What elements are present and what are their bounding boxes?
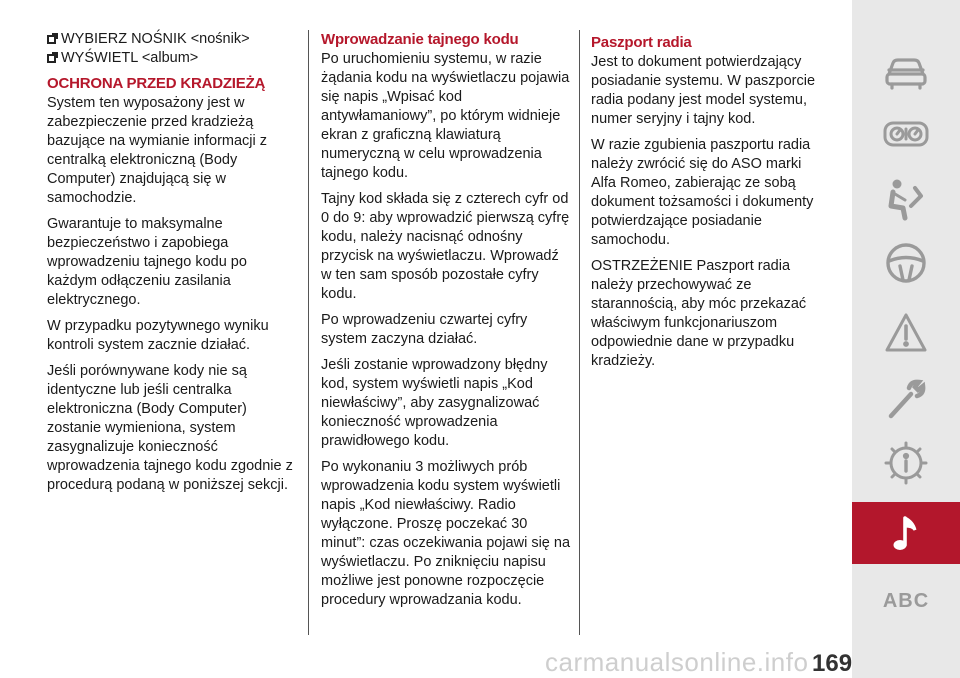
sidebar-item-maintenance[interactable]	[852, 368, 960, 430]
watermark: carmanualsonline.info	[545, 647, 809, 677]
column-1	[47, 30, 297, 502]
page-number: 169	[812, 650, 853, 677]
steering-wheel-icon	[883, 240, 929, 286]
warning-triangle-icon	[883, 310, 929, 356]
index-abc-label: ABC	[882, 589, 930, 612]
paragraph: W razie zgubienia paszportu radia należy zwrócić się do ASO marki Alfa Romeo, zabierając ze sobą dokument tożsamości i dokumenty potwierdzające posiadanie samochodu.	[591, 137, 814, 248]
sidebar-item-multimedia[interactable]	[852, 502, 960, 564]
bullet-item	[47, 49, 297, 68]
sidebar-item-safety[interactable]	[852, 168, 960, 230]
paragraph: Jeśli zostanie wprowadzony błędny kod, system wyświetli napis „Kod niewłaściwy”, aby zasygnalizować konieczność wprowadzenia prawidłowego kodu.	[321, 357, 548, 449]
section-heading: Wprowadzanie tajnego kodu	[321, 31, 519, 48]
bullet-text: WYBIERZ NOŚNIK <nośnik>	[61, 31, 250, 47]
paragraph: Po uruchomieniu systemu, w razie żądania kodu na wyświetlaczu pojawia się napis „Wpisać kod antywłamaniowy”, po którym widnieje ekran z graficzną klawiaturą numeryczną w celu wprowadzenia tajnego kodu.	[321, 51, 570, 181]
paragraph: Po wykonaniu 3 możliwych prób wprowadzenia kodu system wyświetli napis „Kod niewłaściwy. Radio wyłączone. Proszę poczekać 30 minut”: czas oczekiwania pojawi się na wyświetlaczu. Po zniknięciu napisu możliwe jest ponowne rozpoczęcie procedury wprowadzania kodu.	[321, 459, 571, 608]
sidebar-item-dashboard[interactable]	[852, 104, 960, 166]
section-heading: OCHRONA PRZED KRADZIEŻĄ	[47, 75, 266, 92]
sidebar-item-steering[interactable]	[852, 232, 960, 294]
bullet-item	[47, 30, 297, 49]
sidebar-item-index[interactable]	[852, 570, 960, 632]
info-gear-icon	[883, 440, 929, 486]
paragraph: OSTRZEŻENIE Paszport radia należy przechowywać ze starannością, aby móc przekazać właściwym funkcjonariuszom odpowiednie dane w przypadku kradzieży.	[591, 258, 807, 369]
paragraph: System ten wyposażony jest w zabezpieczenie przed kradzieżą bazujące na wymianie informacji z centralką elektroniczną (Body Computer) znajdującą się w samochodzie.	[47, 95, 268, 206]
section-heading: Paszport radia	[591, 34, 692, 51]
sidebar-item-warning[interactable]	[852, 302, 960, 364]
wrench-icon	[883, 376, 929, 422]
car-icon	[883, 48, 929, 94]
column-divider	[579, 30, 580, 635]
bullet-text: WYŚWIETL <album>	[61, 50, 199, 66]
paragraph: Jest to dokument potwierdzający posiadanie systemu. W paszporcie radia podany jest model systemu, numer seryjny i tajny kod.	[591, 54, 816, 127]
chapter-sidebar	[852, 0, 960, 678]
column-divider	[308, 30, 309, 635]
paragraph: Gwarantuje to maksymalne bezpieczeństwo i zapobiega wprowadzeniu tajnego kodu po każdym odłączeniu zasilania elektrycznego.	[47, 216, 247, 308]
sidebar-item-car[interactable]	[852, 40, 960, 102]
column-3	[591, 30, 823, 378]
paragraph: Po wprowadzeniu czwartej cyfry system zaczyna działać.	[321, 312, 528, 347]
paragraph: W przypadku pozytywnego wyniku kontroli system zacznie działać.	[47, 318, 269, 353]
checkbox-bullet-icon	[47, 35, 56, 44]
checkbox-bullet-icon	[47, 54, 56, 63]
seat-safety-icon	[883, 176, 929, 222]
paragraph: Tajny kod składa się z czterech cyfr od 0 do 9: aby wprowadzić pierwszą cyfrę kodu, należy nacisnąć odnośny przycisk na wyświetlaczu. Wprowadź w ten sam sposób pozostałe cyfry kodu.	[321, 191, 570, 302]
paragraph: Jeśli porównywane kody nie są identyczne lub jeśli centralka elektroniczna (Body Computer) zostanie wymieniona, system zasygnalizuje konieczność wprowadzenia tajnego kodu zgodnie z procedurą podaną w poniższej sekcji.	[47, 363, 293, 493]
sidebar-item-technical-data[interactable]	[852, 432, 960, 494]
column-2	[321, 30, 573, 617]
dashboard-gauges-icon	[883, 112, 929, 158]
music-note-icon	[883, 510, 929, 556]
